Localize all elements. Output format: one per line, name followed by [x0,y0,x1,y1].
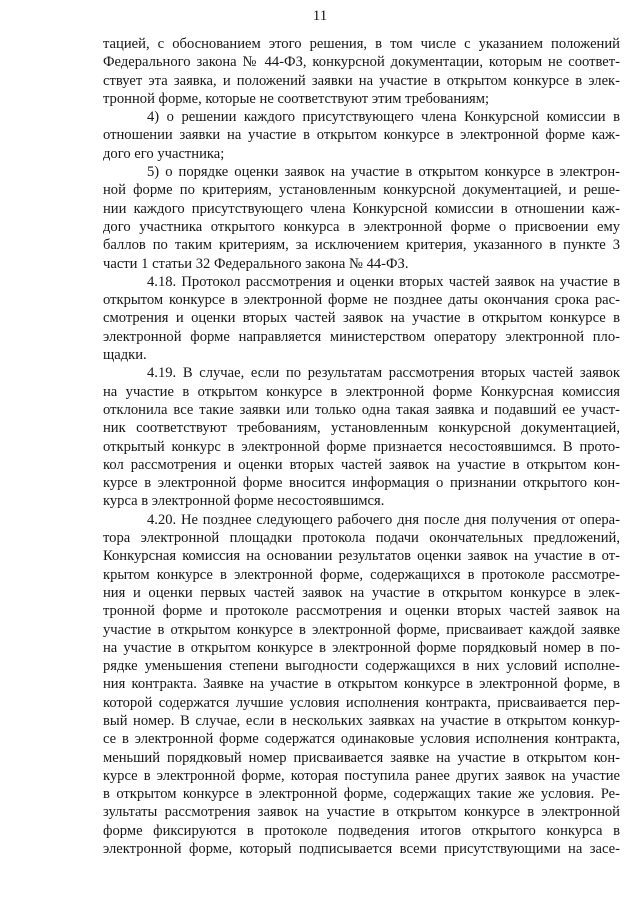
text-line: крытом конкурсе в электронной форме, содержащихся в протоколе рассмотре- [103,566,620,583]
text-line: смотрения и оценки вторых частей заявок на участие в открытом конкурсе в [103,310,620,327]
text-line: ствует эта заявка, и положений заявки на участие в открытом конкурсе в элек- [103,72,620,89]
text-line: Конкурсная комиссия на основании результатов оценки заявок на участие в от- [103,548,620,565]
text-line: кол рассмотрения и оценки вторых частей заявок на участие в открытом кон- [103,456,620,473]
text-line: се в электронной форме содержатся одинаковые условия исполнения контракта, [103,731,620,748]
text-line: 5) о порядке оценки заявок на участие в открытом конкурсе в электрон- [147,164,620,181]
text-line: 4.18. Протокол рассмотрения и оценки вторых частей заявок на участие в [147,273,620,290]
text-line: открытом конкурсе в электронной форме не позднее даты окончания срока рас- [103,292,620,309]
text-line: электронной форме направляется министерством оператору электронной пло- [103,328,620,345]
text-line: электронной форме, который подписывается всеми присутствующими на засе- [103,841,620,858]
text-line: дого участника открытого конкурса в электронной форме о присвоении ему [103,218,620,235]
body-text [103,35,620,858]
text-line: Федерального закона № 44-ФЗ, конкурсной документации, которым не соответ- [103,54,620,71]
text-line: курса в электронной форме несостоявшимся. [103,493,385,510]
text-line: ния и оценки первых частей заявок на участие в открытом конкурсе в элек- [103,584,620,601]
text-line: открытый конкурс в электронной форме признается несостоявшимся. В прото- [103,438,620,455]
text-line: курсе в электронной форме, которая поступила ранее других заявок на участие [103,767,620,784]
text-line: меньший порядковый номер присваивается заявке на участие в открытом кон- [103,749,620,766]
text-line: ния контракта. Заявке на участие в открытом конкурсе в электронной форме, в [103,676,620,693]
text-line: отклонила все такие заявки или только одна такая заявка и подавший ее участ- [103,401,620,418]
text-line: на участие в открытом конкурсе в электронной форме порядковый номер в по- [103,639,620,656]
text-line: баллов по таким критериям, за исключением критерия, указанного в пункте 3 [103,237,620,254]
text-line: зультаты рассмотрения заявок на участие в открытом конкурсе в электронной [103,804,620,821]
text-line: тора электронной площадки протокола подачи окончательных предложений, [103,530,620,547]
text-line: щадки. [103,347,147,364]
text-line: 4.19. В случае, если по результатам рассмотрения вторых частей заявок [147,365,620,382]
text-line: ник соответствуют требованиям, установленным конкурсной документацией, [103,420,620,437]
text-line: тронной форме, которые не соответствуют этим требованиям; [103,90,490,107]
text-line: части 1 статьи 32 Федерального закона № 44-ФЗ. [103,255,409,272]
text-line: дого его участника; [103,145,225,162]
text-line: 4) о решении каждого присутствующего члена Конкурсной комиссии в [147,109,620,126]
text-line: отношении заявки на участие в открытом конкурсе в электронной форме каж- [103,127,620,144]
text-line: 4.20. Не позднее следующего рабочего дня после дня получения от опера- [147,511,620,528]
text-line: в открытом конкурсе в электронной форме, содержащих такие же условия. Ре- [103,786,620,803]
text-line: рядке уменьшения степени выгодности содержащихся в них условий исполне- [103,658,620,675]
text-line: нии каждого присутствующего члена Конкурсной комиссии в отношении каж- [103,200,620,217]
text-line: вый номер. В случае, если в нескольких заявках на участие в открытом конкур- [103,712,620,729]
text-line: которой содержатся лучшие условия исполнения контракта, присваивается пер- [103,694,620,711]
text-line: тацией, с обоснованием этого решения, в том числе с указанием положений [103,36,620,52]
text-line: участие в открытом конкурсе в электронной форме, присваивает каждой заявке [103,621,620,638]
text-line: ной форме по критериям, установленным конкурсной документацией, и реше- [103,182,620,199]
text-line: курсе в электронной форме вносится информация о признании открытого кон- [103,475,620,492]
text-line: форме фиксируются в протоколе подведения итогов открытого конкурса в [103,822,620,839]
text-line: на участие в открытом конкурсе в электронной форме Конкурсная комиссия [103,383,620,400]
page-number: 11 [312,8,328,24]
text-line: тронной форме и протоколе рассмотрения и оценки вторых частей заявок на [103,603,620,620]
